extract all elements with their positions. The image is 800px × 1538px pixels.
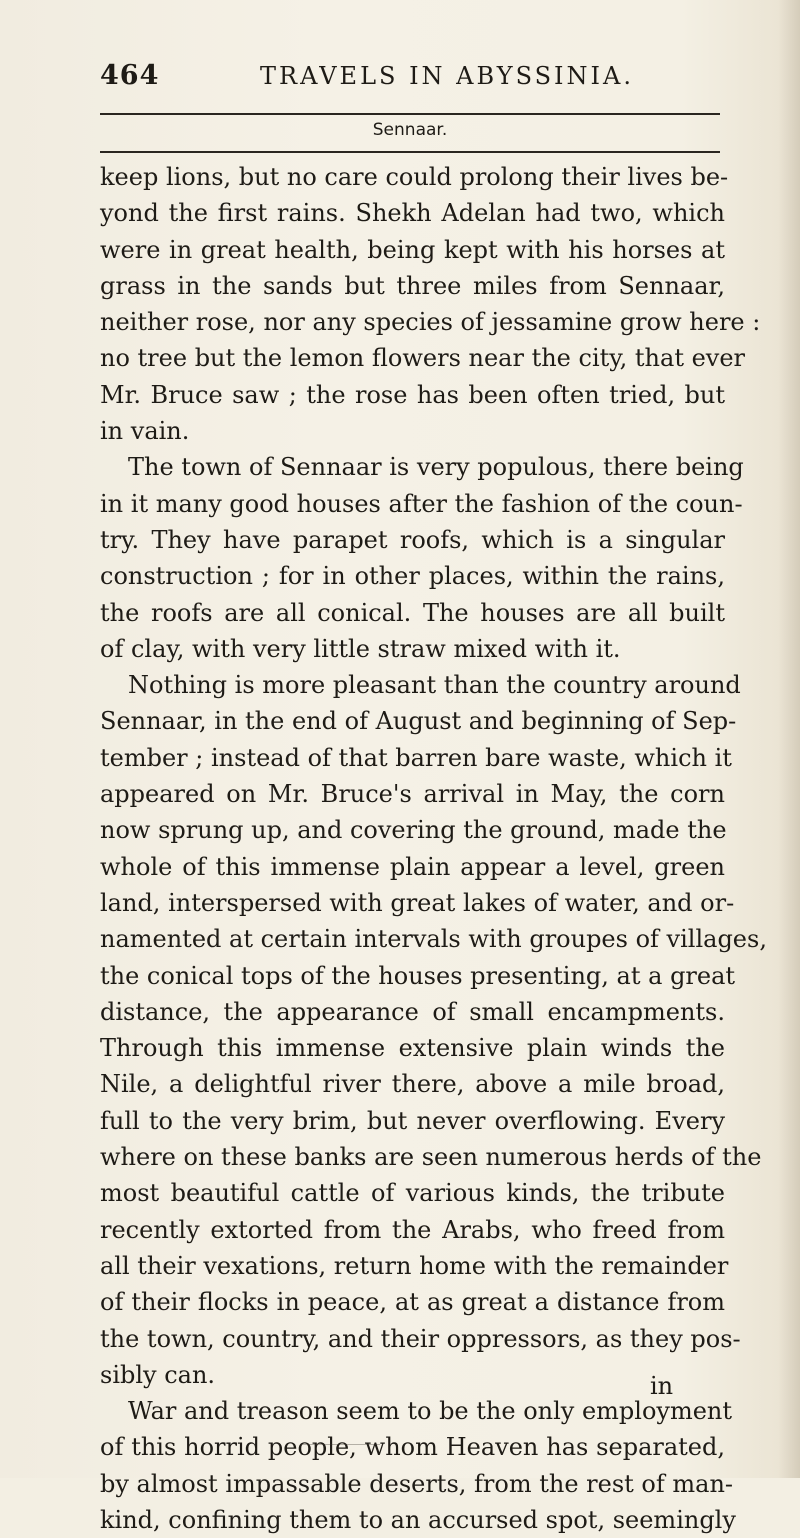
text-line: Sennaar, in the end of August and beginning of Sep- — [100, 707, 737, 736]
text-line: try. They have parapet roofs, which is a singular — [100, 525, 725, 554]
text-line: all their vexations, return home with the remainder — [100, 1251, 729, 1280]
running-title: TRAVELS IN ABYSSINIA. — [260, 62, 634, 90]
text-line: kind, confining them to an accursed spot, seemingly — [100, 1505, 736, 1534]
text-line: sibly can. — [100, 1360, 216, 1389]
page-mark — [300, 1444, 380, 1445]
text-line: neither rose, nor any species of jessamine grow here : — [100, 308, 761, 337]
text-line: keep lions, but no care could prolong their lives be- — [100, 163, 729, 191]
page-number: 464 — [100, 60, 160, 91]
text-line: Nothing is more pleasant than the country around — [128, 671, 741, 700]
page-edge-shadow — [778, 0, 800, 1478]
text-line: the conical tops of the houses presenting, at a great — [100, 961, 736, 990]
text-line: distance, the appearance of small encampments. — [100, 997, 725, 1026]
text-line: were in great health, being kept with his horses at — [100, 235, 725, 264]
section-heading: Sennaar. — [372, 120, 448, 140]
text-line: of their flocks in peace, at as great a distance from — [100, 1288, 725, 1317]
text-line: the town, country, and their oppressors, as they pos- — [100, 1324, 741, 1353]
body-text — [100, 159, 767, 1538]
text-line: full to the very brim, but never overflowing. Every — [100, 1106, 725, 1135]
text-line: most beautiful cattle of various kinds, the tribute — [100, 1179, 725, 1208]
text-line: namented at certain intervals with groupes of villages, — [100, 925, 767, 954]
text-line: land, interspersed with great lakes of water, and or- — [100, 888, 735, 917]
text-line: where on these banks are seen numerous herds of the — [100, 1143, 762, 1172]
text-line: tember ; instead of that barren bare waste, which it — [100, 743, 732, 772]
section-rule — [100, 151, 720, 153]
text-line: in it many good houses after the fashion of the coun- — [100, 489, 743, 518]
text-line: construction ; for in other places, within the rains, — [100, 562, 725, 591]
text-line: appeared on Mr. Bruce's arrival in May, the corn — [100, 780, 725, 809]
text-line: by almost impassable deserts, from the rest of man- — [100, 1469, 734, 1498]
text-line: The town of Sennaar is very populous, there being — [128, 453, 744, 482]
text-line: yond the first rains. Shekh Adelan had two, which — [100, 199, 725, 228]
catchword: in — [650, 1372, 674, 1400]
text-line: the roofs are all conical. The houses are all built — [100, 598, 725, 627]
text-line: of clay, with very little straw mixed with it. — [100, 634, 621, 663]
text-line: no tree but the lemon flowers near the city, that ever — [100, 344, 746, 373]
text-line: now sprung up, and covering the ground, made the — [100, 816, 727, 845]
text-line: of this horrid people, whom Heaven has separated, — [100, 1433, 725, 1462]
text-line: Nile, a delightful river there, above a mile broad, — [100, 1070, 725, 1099]
text-line: Through this immense extensive plain winds the — [100, 1034, 725, 1063]
text-line: War and treason seem to be the only employment — [128, 1397, 733, 1426]
text-line: in vain. — [100, 417, 190, 446]
text-line: grass in the sands but three miles from Sennaar, — [100, 271, 725, 300]
header-rule — [100, 113, 720, 115]
text-line: Mr. Bruce saw ; the rose has been often tried, but — [100, 380, 725, 409]
text-line: whole of this immense plain appear a level, green — [100, 852, 725, 881]
page-header — [100, 60, 725, 100]
text-line: recently extorted from the Arabs, who freed from — [100, 1215, 725, 1244]
